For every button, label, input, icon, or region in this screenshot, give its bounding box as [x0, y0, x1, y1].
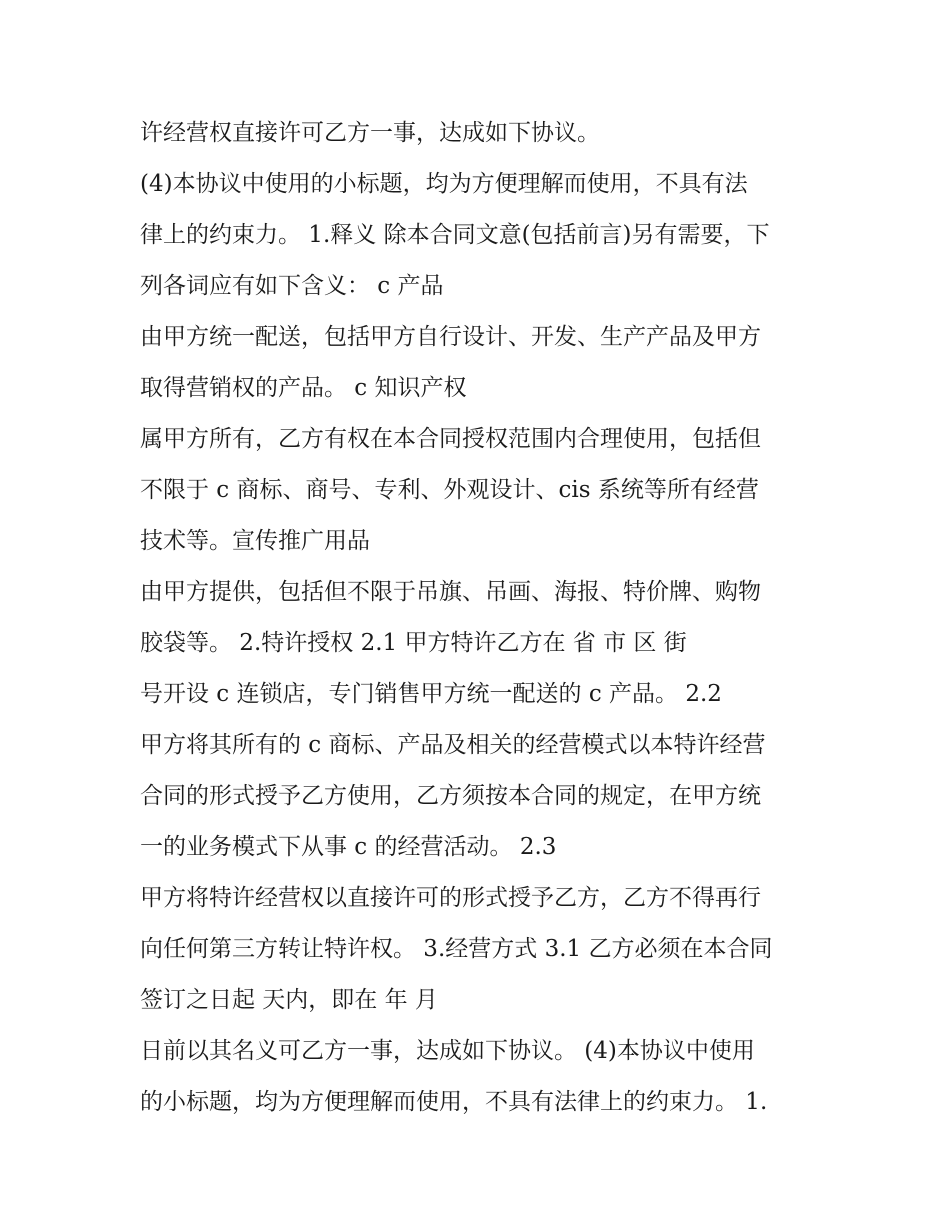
text-line: 不限于 c 商标、商号、专利、外观设计、cis 系统等所有经营 [140, 477, 759, 503]
text-line: 技术等。宣传推广用品 [140, 528, 370, 554]
text-line: 由甲方统一配送，包括甲方自行设计、开发、生产产品及甲方 [140, 324, 761, 350]
text-line: 签订之日起 天内，即在 年 月 [140, 987, 438, 1013]
text-line: 甲方将其所有的 c 商标、产品及相关的经营模式以本特许经营 [140, 732, 766, 758]
text-line: 律上的约束力。 1.释义 除本合同文意(包括前言)另有需要，下 [140, 222, 770, 248]
text-line: 日前以其名义可乙方一事，达成如下协议。 (4)本协议中使用 [140, 1038, 755, 1064]
text-line: 甲方将特许经营权以直接许可的形式授予乙方，乙方不得再行 [140, 885, 761, 911]
text-line: 一的业务模式下从事 c 的经营活动。 2.3 [140, 834, 557, 860]
text-line: (4)本协议中使用的小标题，均为方便理解而使用，不具有法 [140, 171, 748, 197]
text-line: 属甲方所有，乙方有权在本合同授权范围内合理使用，包括但 [140, 426, 761, 452]
document-body [140, 108, 830, 1128]
text-line: 的小标题，均为方便理解而使用，不具有法律上的约束力。 1. [140, 1089, 768, 1115]
text-line: 号开设 c 连锁店，专门销售甲方统一配送的 c 产品。 2.2 [140, 681, 722, 707]
text-line: 列各词应有如下含义： c 产品 [140, 273, 444, 299]
text-line: 取得营销权的产品。 c 知识产权 [140, 375, 467, 401]
text-line: 向任何第三方转让特许权。 3.经营方式 3.1 乙方必须在本合同 [140, 936, 773, 962]
text-line: 胶袋等。 2.特许授权 2.1 甲方特许乙方在 省 市 区 街 [140, 630, 687, 656]
text-line: 许经营权直接许可乙方一事，达成如下协议。 [140, 120, 600, 146]
text-line: 由甲方提供，包括但不限于吊旗、吊画、海报、特价牌、购物 [140, 579, 761, 605]
text-line: 合同的形式授予乙方使用，乙方须按本合同的规定，在甲方统 [140, 783, 761, 809]
